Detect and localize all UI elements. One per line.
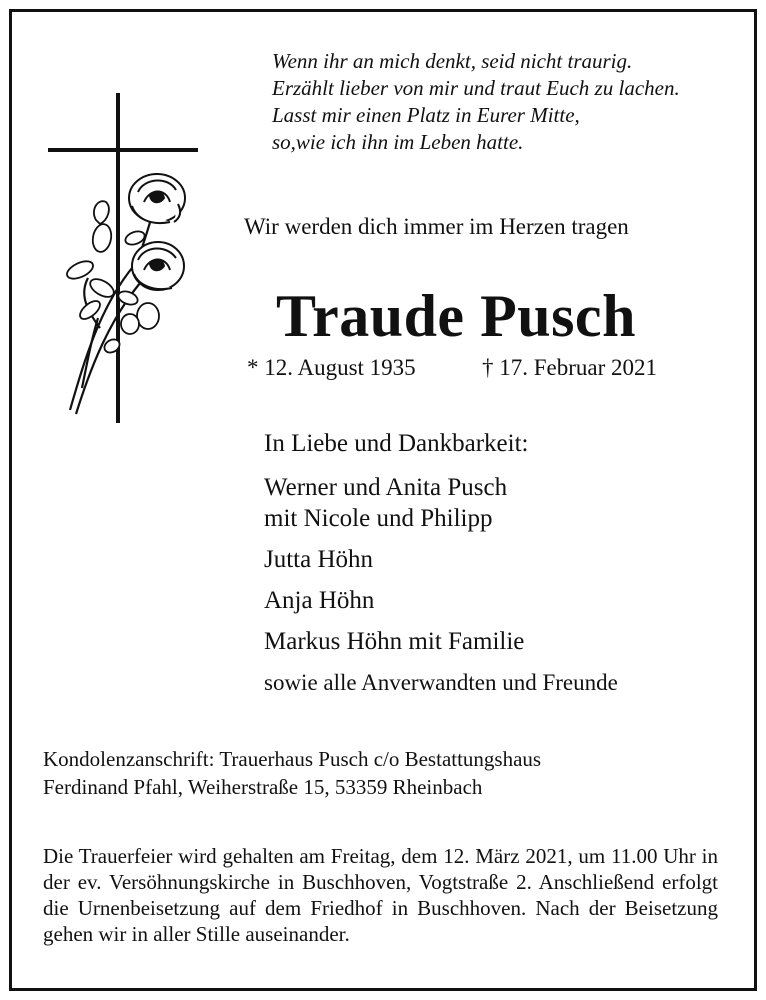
- deceased-name: Traude Pusch: [276, 283, 636, 349]
- rose-icon: [129, 174, 185, 223]
- mourners-list: [264, 430, 618, 698]
- poem-line: so,wie ich ihn im Leben hatte.: [272, 130, 524, 154]
- rose-bud-icon: [94, 201, 109, 224]
- ceremony-notice: Die Trauerfeier wird gehalten am Freitag, dem 12. März 2021, um 11.00 Uhr in der ev. Versöhnungskirche in Buschhoven, Vogtstraße 2. Anschließend erfolgt die Urnenbeisetzung auf dem Friedhof in Buschhoven. Nach der Beisetzung gehen wir in aller Stille auseinander.: [43, 844, 718, 946]
- address-line: Ferdinand Pfahl, Weiherstraße 15, 53359 Rheinbach: [43, 775, 483, 799]
- condolence-address: [43, 745, 541, 801]
- mourners-heading: In Liebe und Dankbarkeit:: [264, 430, 529, 457]
- mourner-name: Anja Höhn: [264, 587, 375, 614]
- mourner-name: Werner und Anita Pusch: [264, 474, 508, 501]
- mourner-name: mit Nicole und Philipp: [264, 505, 493, 532]
- poem-line: Wenn ihr an mich denkt, seid nicht traurig.: [272, 49, 633, 73]
- cross-with-roses-icon: [40, 88, 210, 428]
- poem: [272, 48, 680, 156]
- poem-line: Lasst mir einen Platz in Eurer Mitte,: [272, 103, 580, 127]
- rose-icon: [132, 242, 184, 290]
- mourners-closing: sowie alle Anverwandten und Freunde: [264, 670, 618, 695]
- birth-date: * 12. August 1935: [247, 355, 416, 380]
- address-line: Kondolenzanschrift: Trauerhaus Pusch c/o Bestattungshaus: [43, 747, 542, 771]
- mourner-name: Jutta Höhn: [264, 546, 374, 573]
- motto: Wir werden dich immer im Herzen tragen: [244, 214, 629, 239]
- death-date: † 17. Februar 2021: [482, 355, 658, 380]
- mourner-name: Markus Höhn mit Familie: [264, 628, 525, 655]
- poem-line: Erzählt lieber von mir und traut Euch zu lachen.: [272, 76, 680, 100]
